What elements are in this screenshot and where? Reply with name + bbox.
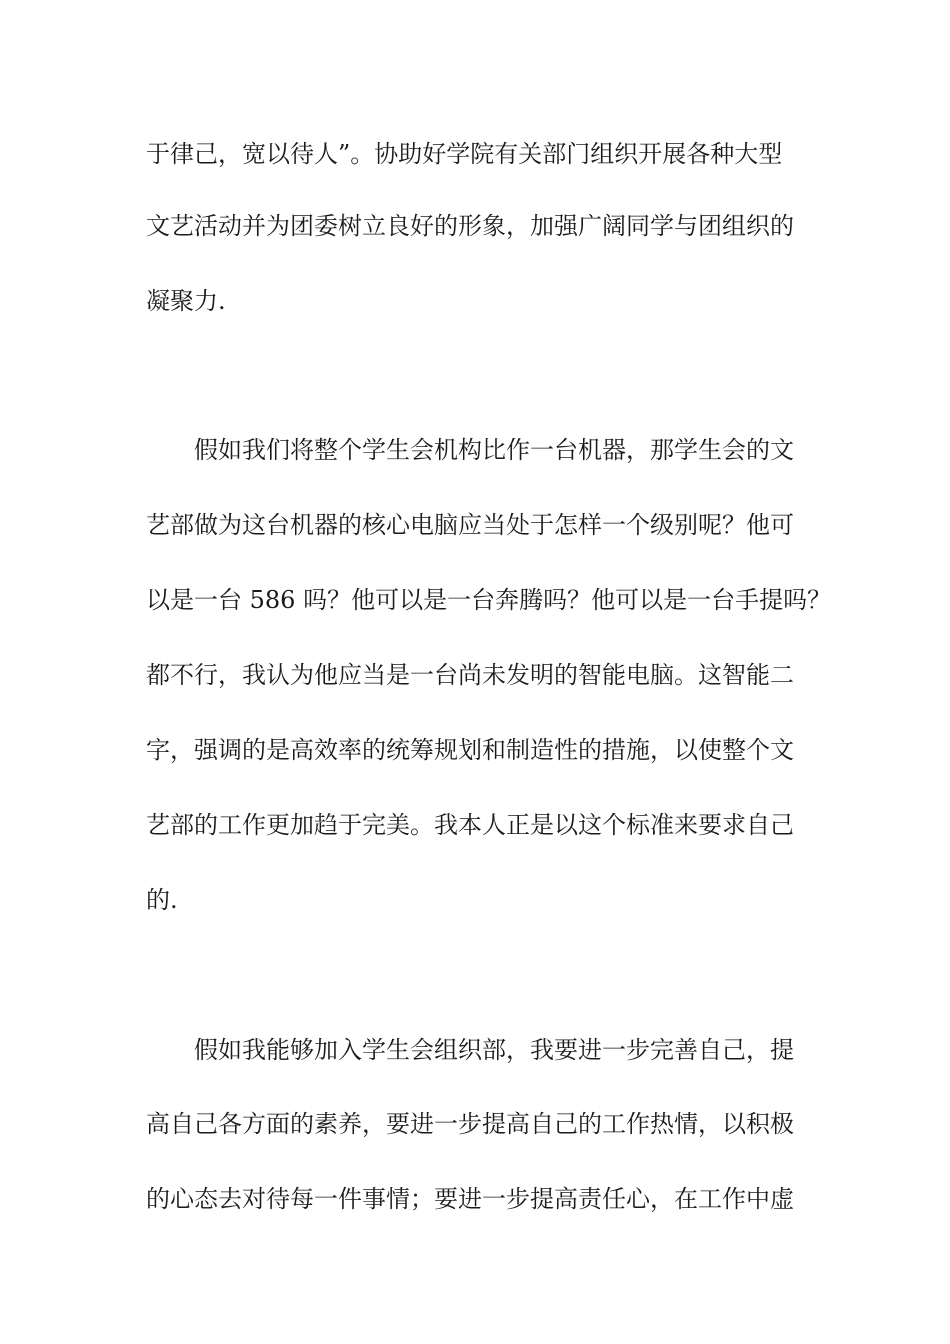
paragraph-2-line-6: 艺部的工作更加趋于完美。我本人正是以这个标准来要求自己: [146, 811, 794, 839]
paragraph-1-line-1: 于律己，宽以待人”。协助好学院有关部门组织开展各种大型: [146, 140, 783, 168]
paragraph-2-line-1: 假如我们将整个学生会机构比作一台机器，那学生会的文: [194, 436, 794, 464]
paragraph-2-line-4: 都不行，我认为他应当是一台尚未发明的智能电脑。这智能二: [146, 661, 794, 689]
paragraph-3-line-3: 的心态去对待每一件事情；要进一步提高责任心，在工作中虚: [146, 1185, 794, 1213]
paragraph-3-line-1: 假如我能够加入学生会组织部，我要进一步完善自己，提: [194, 1036, 794, 1064]
paragraph-2-line-3: 以是一台 586 吗？他可以是一台奔腾吗？他可以是一台手提吗？: [146, 586, 832, 614]
paragraph-3-line-2: 高自己各方面的素养，要进一步提高自己的工作热情，以积极: [146, 1110, 794, 1138]
paragraph-2-line-5: 字，强调的是高效率的统筹规划和制造性的措施，以使整个文: [146, 736, 794, 764]
paragraph-1-line-3: 凝聚力.: [146, 287, 226, 315]
paragraph-1-line-2: 文艺活动并为团委树立良好的形象，加强广阔同学与团组织的: [146, 212, 794, 240]
paragraph-2-line-7: 的.: [146, 886, 178, 914]
paragraph-2-line-2: 艺部做为这台机器的核心电脑应当处于怎样一个级别呢？他可: [146, 511, 794, 539]
